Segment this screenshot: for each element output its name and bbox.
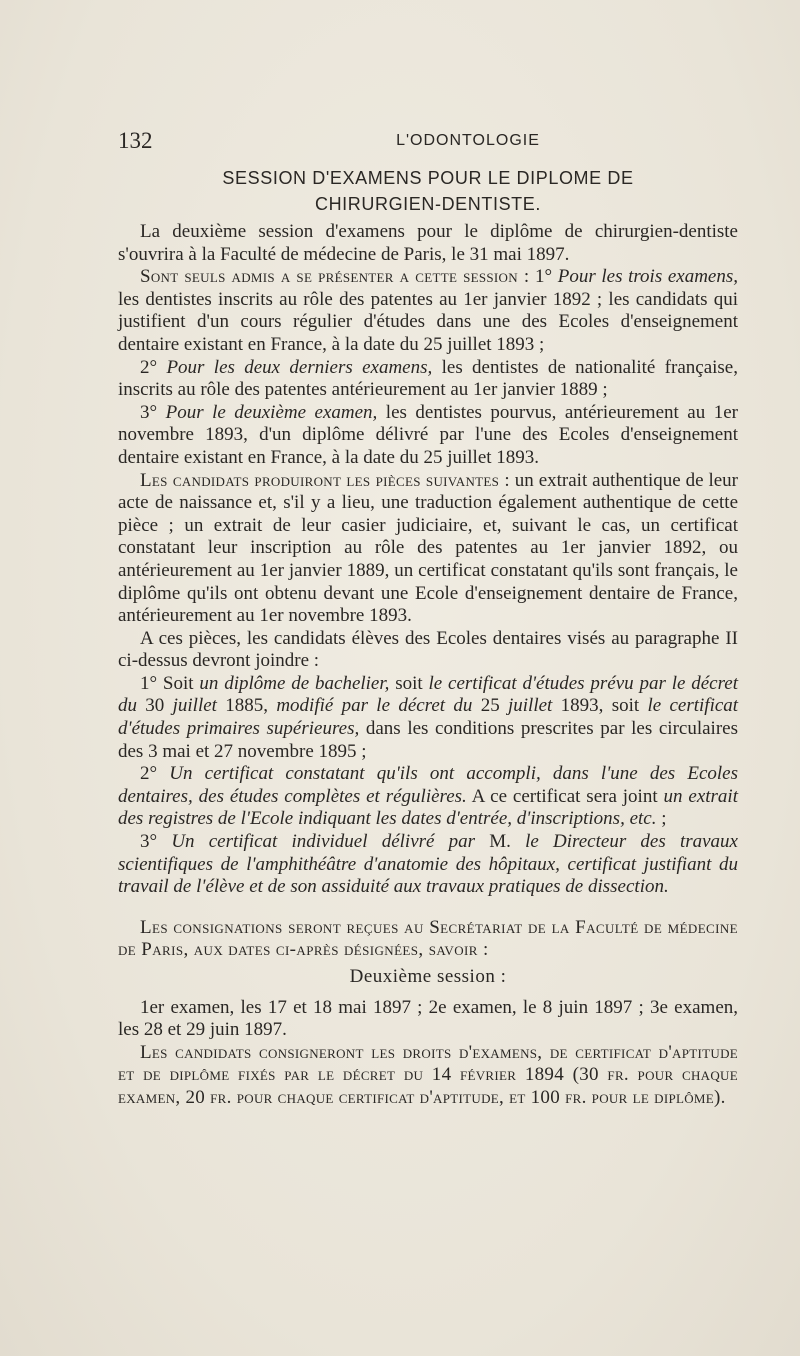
- certificate-num: 2°: [140, 763, 158, 785]
- paragraph-documents: [118, 470, 738, 628]
- documents-lead: Les candidats produiront les pièces suivantes :: [140, 469, 510, 491]
- diploma-i1: un diplôme de bachelier,: [193, 672, 390, 694]
- admission-num: 1°: [529, 266, 553, 288]
- certificate-t2: ;: [656, 808, 667, 830]
- certificate-t1: A ce certificat sera joint: [466, 785, 658, 807]
- paragraph-individual-item: [118, 831, 738, 899]
- two-exams-text: les dentistes de nationalité française, inscrits au rôle des patentes antérieurement au 1er janvier 1889 ;: [118, 356, 738, 401]
- second-exam-italic: Pour le deuxième examen,: [157, 401, 378, 423]
- individual-i1: Un certificat individuel délivré par: [157, 831, 476, 853]
- paragraph-students: A ces pièces, les candidats élèves des Ecoles dentaires visés au paragraphe II ci-dessus devront joindre :: [118, 627, 738, 672]
- admission-lead: Sont seuls admis a se présenter a cette session :: [140, 266, 530, 288]
- two-exams-num: 2°: [140, 356, 158, 378]
- second-exam-num: 3°: [140, 401, 158, 423]
- diploma-i2: le certificat d'études prévu par le décret du: [118, 672, 738, 717]
- paragraph-second-exam: [118, 402, 738, 470]
- article-body: [118, 165, 738, 1110]
- certificate-i2: un extrait des registres de l'Ecole indiquant les dates d'entrée, d'inscriptions, etc.: [118, 785, 738, 830]
- individual-i2: le Directeur des travaux scientifiques de l'amphithéâtre d'anatomie des hôpitaux, certificat justifiant du travail de l'élève et de son assiduité aux travaux pratiques de dissection.: [118, 831, 738, 898]
- section-title: [118, 165, 738, 217]
- diploma-i4: modifié par le décret du: [268, 695, 473, 717]
- individual-num: 3°: [140, 831, 158, 853]
- running-title: L'ODONTOLOGIE: [396, 132, 540, 149]
- diploma-t6: dans les conditions prescrites par les circulaires des 3 mai et 27 novembre 1895 ;: [118, 718, 738, 762]
- paragraph-two-exams: [118, 357, 738, 402]
- diploma-i5: juillet: [499, 695, 553, 717]
- admission-italic: Pour les trois examens,: [552, 266, 738, 288]
- page-header: [118, 128, 738, 158]
- documents-text: un extrait authentique de leur acte de naissance et, s'il y a lieu, une traduction également authentique de cette pièce ; un extrait de leur casier judiciaire, et, suivant le cas, un certificat constatant leur inscription au rôle des patentes au 1er janvier 1892, ou antérieurement au 1er janvier 1889, un certificat constatant qu'ils sont français, le diplôme qu'ils ont obtenu devant une Ecole d'enseignement dentaire de France, antérieurement au 1er novembre 1893.: [118, 469, 738, 627]
- session-subheading: Deuxième session :: [349, 966, 507, 987]
- diploma-i6: le certificat d'études primaires supérieures,: [118, 695, 739, 740]
- certificate-i1: Un certificat constatant qu'ils ont accompli, dans l'une des Ecoles dentaires, des études complètes et régulières.: [118, 763, 738, 807]
- diploma-t3: 1885,: [216, 695, 269, 717]
- diploma-i3: juillet: [164, 695, 217, 717]
- paragraph-fees: Les candidats consigneront les droits d'examens, de certificat d'aptitude et de diplôme fixés par le décret du 14 février 1894 (30 fr. pour chaque examen, 20 fr. pour chaque certificat d'aptitude, et 100 fr. pour le diplôme).: [118, 1041, 738, 1108]
- diploma-t4: 25: [472, 695, 500, 717]
- individual-t1: M.: [475, 831, 511, 853]
- diploma-t1: soit: [389, 672, 423, 694]
- title-line-2: CHIRURGIEN-DENTISTE.: [314, 194, 541, 214]
- page-number: 132: [118, 128, 153, 153]
- title-line-1: SESSION D'EXAMENS POUR LE DIPLOME DE: [222, 168, 634, 188]
- diploma-num: 1° Soit: [140, 672, 194, 694]
- two-exams-italic: Pour les deux derniers examens,: [157, 356, 433, 378]
- paragraph-admission: [118, 266, 738, 356]
- paragraph-exam-dates: 1er examen, les 17 et 18 mai 1897 ; 2e examen, le 8 juin 1897 ; 3e examen, les 28 et 29 juin 1897.: [118, 996, 738, 1041]
- diploma-t5: 1893, soit: [552, 695, 640, 717]
- diploma-t2: 30: [137, 695, 165, 717]
- paragraph-certificate-item: [118, 763, 738, 831]
- second-exam-text: les dentistes pourvus, antérieurement au 1er novembre 1893, d'un diplôme délivré par l'une des Ecoles d'enseignement dentaire existant en France, à la date du 25 juillet 1893.: [118, 401, 738, 468]
- admission-text: les dentistes inscrits au rôle des patentes au 1er janvier 1892 ; les candidats qui justifient d'un cours régulier d'études dans une des Ecoles d'enseignement dentaire existant en France, à la date du 25 juillet 1893 ;: [118, 288, 738, 355]
- paragraph-opening: La deuxième session d'examens pour le diplôme de chirurgien-dentiste s'ouvrira à la Faculté de médecine de Paris, le 31 mai 1897.: [118, 221, 738, 265]
- paragraph-consignations: Les consignations seront reçues au Secrétariat de la Faculté de médecine de Paris, aux dates ci-après désignées, savoir :: [118, 916, 738, 961]
- paragraph-diploma-item: [118, 673, 738, 763]
